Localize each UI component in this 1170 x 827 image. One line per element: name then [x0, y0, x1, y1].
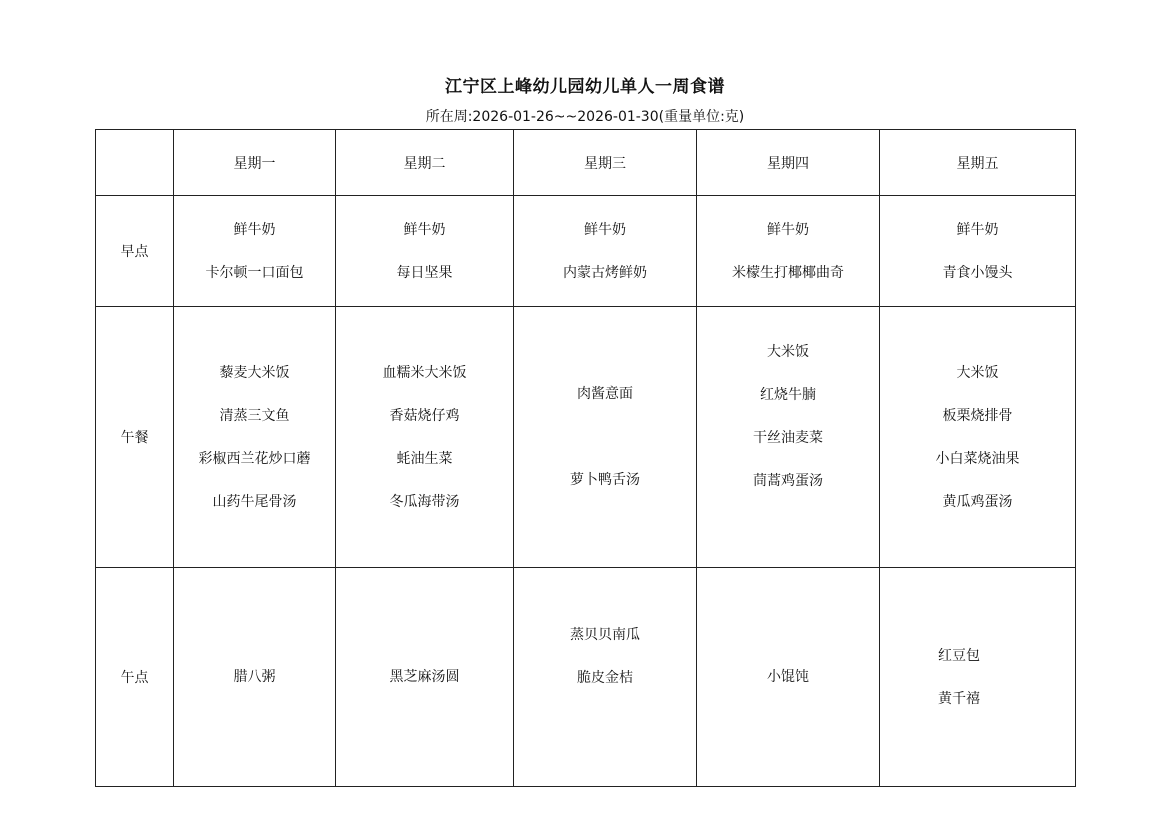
dish: 红豆包 [938, 647, 980, 664]
dish: 内蒙古烤鲜奶 [563, 264, 647, 281]
dish: 冬瓜海带汤 [389, 493, 460, 510]
corner-cell [96, 130, 174, 196]
dish: 黄瓜鸡蛋汤 [942, 493, 1013, 510]
menu-cell [514, 568, 697, 787]
afternoon-snack-row [96, 568, 1076, 787]
dish: 青食小馒头 [942, 264, 1013, 281]
dish: 红烧牛腩 [760, 386, 816, 403]
day-header: 星期四 [697, 130, 880, 196]
dish: 萝卜鸭舌汤 [570, 472, 640, 488]
dish: 大米饭 [767, 343, 809, 360]
menu-cell [336, 568, 514, 787]
dish: 小馄饨 [767, 669, 809, 685]
menu-cell [336, 307, 514, 568]
dish: 大米饭 [956, 364, 999, 381]
dish: 蒸贝贝南瓜 [570, 626, 640, 643]
dish: 米檬生打椰椰曲奇 [732, 264, 844, 281]
menu-cell [697, 568, 880, 787]
dish: 蚝油生菜 [396, 450, 453, 467]
week-range: 所在周:2026-01-26~~2026-01-30(重量单位:克) [425, 109, 745, 125]
menu-cell [336, 196, 514, 307]
day-header: 星期五 [880, 130, 1076, 196]
dish: 山药牛尾骨汤 [212, 493, 297, 510]
dish: 鲜牛奶 [956, 221, 999, 238]
page-title: 江宁区上峰幼儿园幼儿单人一周食谱 [445, 77, 725, 97]
dish: 清蒸三文鱼 [219, 407, 290, 424]
dish: 血糯米大米饭 [382, 364, 467, 381]
dish: 黑芝麻汤圆 [389, 669, 460, 685]
menu-cell [880, 196, 1076, 307]
menu-cell [174, 307, 336, 568]
header-row [96, 130, 1076, 196]
meal-label: 早点 [96, 196, 174, 307]
dish: 腊八粥 [233, 669, 276, 685]
menu-cell [174, 568, 336, 787]
menu-cell [880, 307, 1076, 568]
dish: 干丝油麦菜 [753, 429, 823, 446]
dish: 板栗烧排骨 [942, 407, 1013, 424]
morning-snack-row [96, 196, 1076, 307]
dish: 彩椒西兰花炒口蘑 [198, 450, 311, 467]
day-header: 星期三 [514, 130, 697, 196]
menu-cell [514, 307, 697, 568]
dish: 黄千禧 [938, 690, 980, 707]
meal-label: 午点 [96, 568, 174, 787]
day-header: 星期一 [174, 130, 336, 196]
day-header: 星期二 [336, 130, 514, 196]
dish: 鲜牛奶 [233, 221, 276, 238]
dish: 鲜牛奶 [767, 221, 809, 238]
weekly-menu-table [95, 129, 1076, 787]
dish: 鲜牛奶 [584, 221, 626, 238]
dish: 小白菜烧油果 [935, 450, 1020, 467]
dish: 每日坚果 [396, 264, 453, 281]
dish: 藜麦大米饭 [219, 364, 290, 381]
lunch-row [96, 307, 1076, 568]
meal-label: 午餐 [96, 307, 174, 568]
dish: 脆皮金桔 [577, 669, 633, 686]
menu-cell [514, 196, 697, 307]
menu-cell [697, 307, 880, 568]
dish: 肉酱意面 [577, 386, 633, 402]
menu-cell [174, 196, 336, 307]
menu-cell [880, 568, 1076, 787]
dish: 鲜牛奶 [403, 221, 446, 238]
menu-cell [697, 196, 880, 307]
dish: 香菇烧仔鸡 [389, 407, 460, 424]
dish: 卡尔顿一口面包 [205, 264, 304, 281]
dish: 茼蒿鸡蛋汤 [753, 472, 823, 489]
